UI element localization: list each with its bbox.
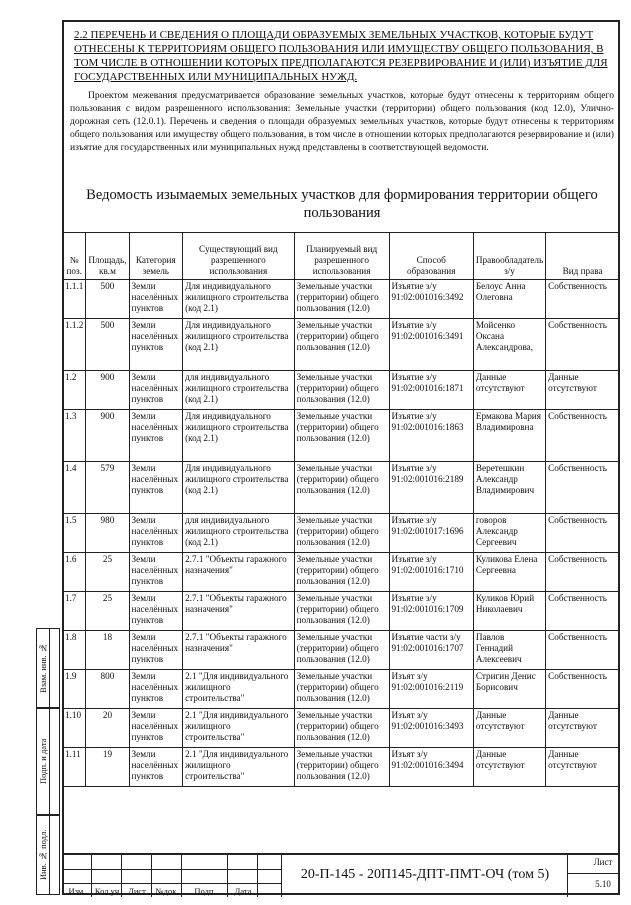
document-id: 20-П-145 - 20П145-ДПТ-ПМТ-ОЧ (том 5) xyxy=(300,867,550,882)
cell-current-use: 2.7.1 "Объекты гаражного назначения" xyxy=(183,592,295,631)
cell-owner: Куликов Юрий Николаевич xyxy=(473,592,545,631)
stamp-label-data: Дата xyxy=(234,886,252,896)
table-row xyxy=(63,631,620,670)
cell-current-use: 2.7.1 "Объекты гаражного назначения" xyxy=(183,631,295,670)
side-label-inv-orig: Инв. № подл. xyxy=(38,829,48,881)
side-cell-sign xyxy=(36,708,60,815)
table-row xyxy=(63,670,620,709)
cell-area: 25 xyxy=(86,592,129,631)
col-header-method: Способ образования xyxy=(389,233,473,280)
cell-num: 1.11 xyxy=(63,748,86,787)
stamp-label-kolich: Кол.уч xyxy=(94,886,120,896)
cell-num: 1.9 xyxy=(63,670,86,709)
side-stamp xyxy=(36,628,62,895)
cell-right: Собственность xyxy=(546,514,620,553)
stamp-label-izm: Изм. xyxy=(68,886,86,896)
intro-paragraph xyxy=(70,89,614,154)
table-header-row xyxy=(63,233,620,280)
side-cell-inv xyxy=(36,815,60,895)
cell-current-use: для индивидуального жилищного строительства (код 2.1) xyxy=(183,371,295,410)
cell-planned-use: Земельные участки (территории) общего пользования (12.0) xyxy=(294,748,389,787)
cell-current-use: Для индивидуального жилищного строительства (код 2.1) xyxy=(183,410,295,462)
cell-num: 1.8 xyxy=(63,631,86,670)
cell-right: Собственность xyxy=(546,462,620,514)
cell-category: Земли населённых пунктов xyxy=(129,462,183,514)
cell-method: Изъят з/у 91:02:001016:3494 xyxy=(389,748,473,787)
cell-method: Изъятие з/у 91:02:001016:3491 xyxy=(389,319,473,371)
cell-current-use: Для индивидуального жилищного строительства (код 2.1) xyxy=(183,280,295,319)
cell-right: Данные отсутствуют xyxy=(546,748,620,787)
cell-method: Изъятие з/у 91:02:001016:3492 xyxy=(389,280,473,319)
cell-area: 500 xyxy=(86,280,129,319)
cell-category: Земли населённых пунктов xyxy=(129,631,183,670)
table-body xyxy=(63,280,620,787)
cell-planned-use: Земельные участки (территории) общего пользования (12.0) xyxy=(294,462,389,514)
table-row xyxy=(63,410,620,462)
cell-planned-use: Земельные участки (территории) общего пользования (12.0) xyxy=(294,319,389,371)
cell-method: Изъятие з/у 91:02:001017:1696 xyxy=(389,514,473,553)
cell-current-use: для индивидуального жилищного строительства (код 2.1) xyxy=(183,514,295,553)
cell-area: 18 xyxy=(86,631,129,670)
stamp-label-list: Лист xyxy=(128,886,146,896)
cell-right: Собственность xyxy=(546,631,620,670)
cell-planned-use: Земельные участки (территории) общего пользования (12.0) xyxy=(294,670,389,709)
cell-area: 980 xyxy=(86,514,129,553)
side-label-replace-inv: Взам. инв. № xyxy=(38,643,48,693)
cell-right: Собственность xyxy=(546,280,620,319)
stamp-label-ndok: №док. xyxy=(155,886,179,896)
cell-area: 500 xyxy=(86,319,129,371)
col-header-num: № поз. xyxy=(63,233,86,280)
cell-method: Изъятие з/у 91:02:001016:1709 xyxy=(389,592,473,631)
cell-owner: Данные отсутствуют xyxy=(473,709,545,748)
title-block xyxy=(62,853,620,897)
cell-owner: Павлов Геннадий Алексеевич xyxy=(473,631,545,670)
cell-category: Земли населённых пунктов xyxy=(129,670,183,709)
col-header-planned-use: Планируемый вид разрешенного использования xyxy=(294,233,389,280)
cell-num: 1.2 xyxy=(63,371,86,410)
table-row xyxy=(63,553,620,592)
cell-owner: Ермакова Мария Владимировна xyxy=(473,410,545,462)
table-row xyxy=(63,592,620,631)
cell-area: 20 xyxy=(86,709,129,748)
cell-num: 1.4 xyxy=(63,462,86,514)
cell-category: Земли населённых пунктов xyxy=(129,592,183,631)
table-row xyxy=(63,514,620,553)
cell-right: Собственность xyxy=(546,319,620,371)
cell-planned-use: Земельные участки (территории) общего пользования (12.0) xyxy=(294,709,389,748)
sheet-label: Лист xyxy=(593,857,613,867)
cell-area: 800 xyxy=(86,670,129,709)
cell-current-use: 2.1 "Для индивидуального жилищного строительства" xyxy=(183,709,295,748)
cell-right: Собственность xyxy=(546,553,620,592)
cell-current-use: Для индивидуального жилищного строительства (код 2.1) xyxy=(183,462,295,514)
table-row xyxy=(63,748,620,787)
cell-planned-use: Земельные участки (территории) общего пользования (12.0) xyxy=(294,280,389,319)
cell-right: Собственность xyxy=(546,410,620,462)
cell-owner: Мойсенко Оксана Александрова, xyxy=(473,319,545,371)
cell-area: 579 xyxy=(86,462,129,514)
table-row xyxy=(63,280,620,319)
cell-area: 25 xyxy=(86,553,129,592)
cell-owner: Данные отсутствуют xyxy=(473,371,545,410)
cell-owner: Данные отсутствуют xyxy=(473,748,545,787)
cell-category: Земли населённых пунктов xyxy=(129,280,183,319)
col-header-category: Категория земель xyxy=(129,233,183,280)
cell-num: 1.1.2 xyxy=(63,319,86,371)
cell-planned-use: Земельные участки (территории) общего пользования (12.0) xyxy=(294,631,389,670)
stamp-label-podp: Подп. xyxy=(194,886,216,896)
cell-method: Изъятие з/у 91:02:001016:2189 xyxy=(389,462,473,514)
cell-num: 1.1.1 xyxy=(63,280,86,319)
cell-right: Собственность xyxy=(546,592,620,631)
cell-right: Данные отсутствуют xyxy=(546,709,620,748)
cell-num: 1.7 xyxy=(63,592,86,631)
cell-method: Изъят з/у 91:02:001016:2119 xyxy=(389,670,473,709)
cell-planned-use: Земельные участки (территории) общего пользования (12.0) xyxy=(294,514,389,553)
table-row xyxy=(63,462,620,514)
side-label-sign-date: Подп. и дата xyxy=(38,738,48,785)
cell-planned-use: Земельные участки (территории) общего пользования (12.0) xyxy=(294,371,389,410)
cell-area: 900 xyxy=(86,410,129,462)
table-row xyxy=(63,371,620,410)
cell-right: Данные отсутствуют xyxy=(546,371,620,410)
cell-method: Изъятие з/у 91:02:001016:1710 xyxy=(389,553,473,592)
table-row xyxy=(63,709,620,748)
intro-text: Проектом межевания предусматривается образование земельных участков, которые будут отнесены к территориям общего пользования с видом разрешенного использования: Земельные участки (территории) общего пользования (код 12.0), Улично-дорожная сеть (12.0.1). Перечень и сведения о площади образуемых земельных участков, которые будут отнесены к территориям общего пользования или имуществу общего пользования, в том числе в отношении которых предполагаются резервирование и (или) изъятие для государственных или муниципальных нужд представлены в соответствующей ведомости. xyxy=(70,90,614,153)
cell-method: Изъятие з/у 91:02:001016:1871 xyxy=(389,371,473,410)
cell-current-use: 2.7.1 "Объекты гаражного назначения" xyxy=(183,553,295,592)
cell-current-use: 2.1 "Для индивидуального жилищного строительства" xyxy=(183,670,295,709)
cell-category: Земли населённых пунктов xyxy=(129,514,183,553)
table-row xyxy=(63,319,620,371)
col-header-right: Вид права xyxy=(546,233,620,280)
land-plots-table xyxy=(62,232,620,787)
side-cell-replace xyxy=(36,628,60,708)
col-header-current-use: Существующий вид разрешенного использования xyxy=(183,233,295,280)
cell-category: Земли населённых пунктов xyxy=(129,709,183,748)
cell-planned-use: Земельные участки (территории) общего пользования (12.0) xyxy=(294,553,389,592)
cell-owner: Стригин Денис Борисович xyxy=(473,670,545,709)
cell-category: Земли населённых пунктов xyxy=(129,748,183,787)
cell-owner: Белоус Анна Олеговна xyxy=(473,280,545,319)
col-header-area: Площадь, кв.м xyxy=(86,233,129,280)
section-heading: 2.2 ПЕРЕЧЕНЬ И СВЕДЕНИЯ О ПЛОЩАДИ ОБРАЗУЕМЫХ ЗЕМЕЛЬНЫХ УЧАСТКОВ, КОТОРЫЕ БУДУТ ОТНЕСЕНЫ К ТЕРРИТОРИЯМ ОБЩЕГО ПОЛЬЗОВАНИЯ ИЛИ ИМУЩЕСТВУ ОБЩЕГО ПОЛЬЗОВАНИЯ, В ТОМ ЧИСЛЕ В ОТНОШЕНИИ КОТОРЫХ ПРЕДПОЛАГАЮТСЯ РЕЗЕРВИРОВАНИЕ И (ИЛИ) ИЗЪЯТИЕ ДЛЯ ГОСУДАРСТВЕННЫХ ИЛИ МУНИЦИПАЛЬНЫХ НУЖД. xyxy=(74,29,608,83)
cell-category: Земли населённых пунктов xyxy=(129,371,183,410)
sheet-number: 5.10 xyxy=(595,879,611,889)
cell-area: 19 xyxy=(86,748,129,787)
cell-method: Изъятие з/у 91:02:001016:1863 xyxy=(389,410,473,462)
cell-current-use: Для индивидуального жилищного строительства (код 2.1) xyxy=(183,319,295,371)
col-header-owner: Правообладатель з/у xyxy=(473,233,545,280)
table-title: Ведомость изымаемых земельных участков для формирования территории общего пользования xyxy=(86,187,598,221)
cell-owner: Веретешкин Александр Владимирович xyxy=(473,462,545,514)
cell-num: 1.3 xyxy=(63,410,86,462)
cell-num: 1.6 xyxy=(63,553,86,592)
cell-planned-use: Земельные участки (территории) общего пользования (12.0) xyxy=(294,592,389,631)
cell-current-use: 2.1 "Для индивидуального жилищного строительства" xyxy=(183,748,295,787)
cell-category: Земли населённых пунктов xyxy=(129,410,183,462)
cell-num: 1.10 xyxy=(63,709,86,748)
cell-area: 900 xyxy=(86,371,129,410)
cell-owner: Куликова Елена Сергеевна xyxy=(473,553,545,592)
cell-num: 1.5 xyxy=(63,514,86,553)
cell-category: Земли населённых пунктов xyxy=(129,553,183,592)
cell-right: Собственность xyxy=(546,670,620,709)
cell-category: Земли населённых пунктов xyxy=(129,319,183,371)
cell-owner: говоров Александр Сергеевич xyxy=(473,514,545,553)
cell-method: Изъятие части з/у 91:02:001016:1707 xyxy=(389,631,473,670)
cell-method: Изъят з/у 91:02:001016:3493 xyxy=(389,709,473,748)
cell-planned-use: Земельные участки (территории) общего пользования (12.0) xyxy=(294,410,389,462)
